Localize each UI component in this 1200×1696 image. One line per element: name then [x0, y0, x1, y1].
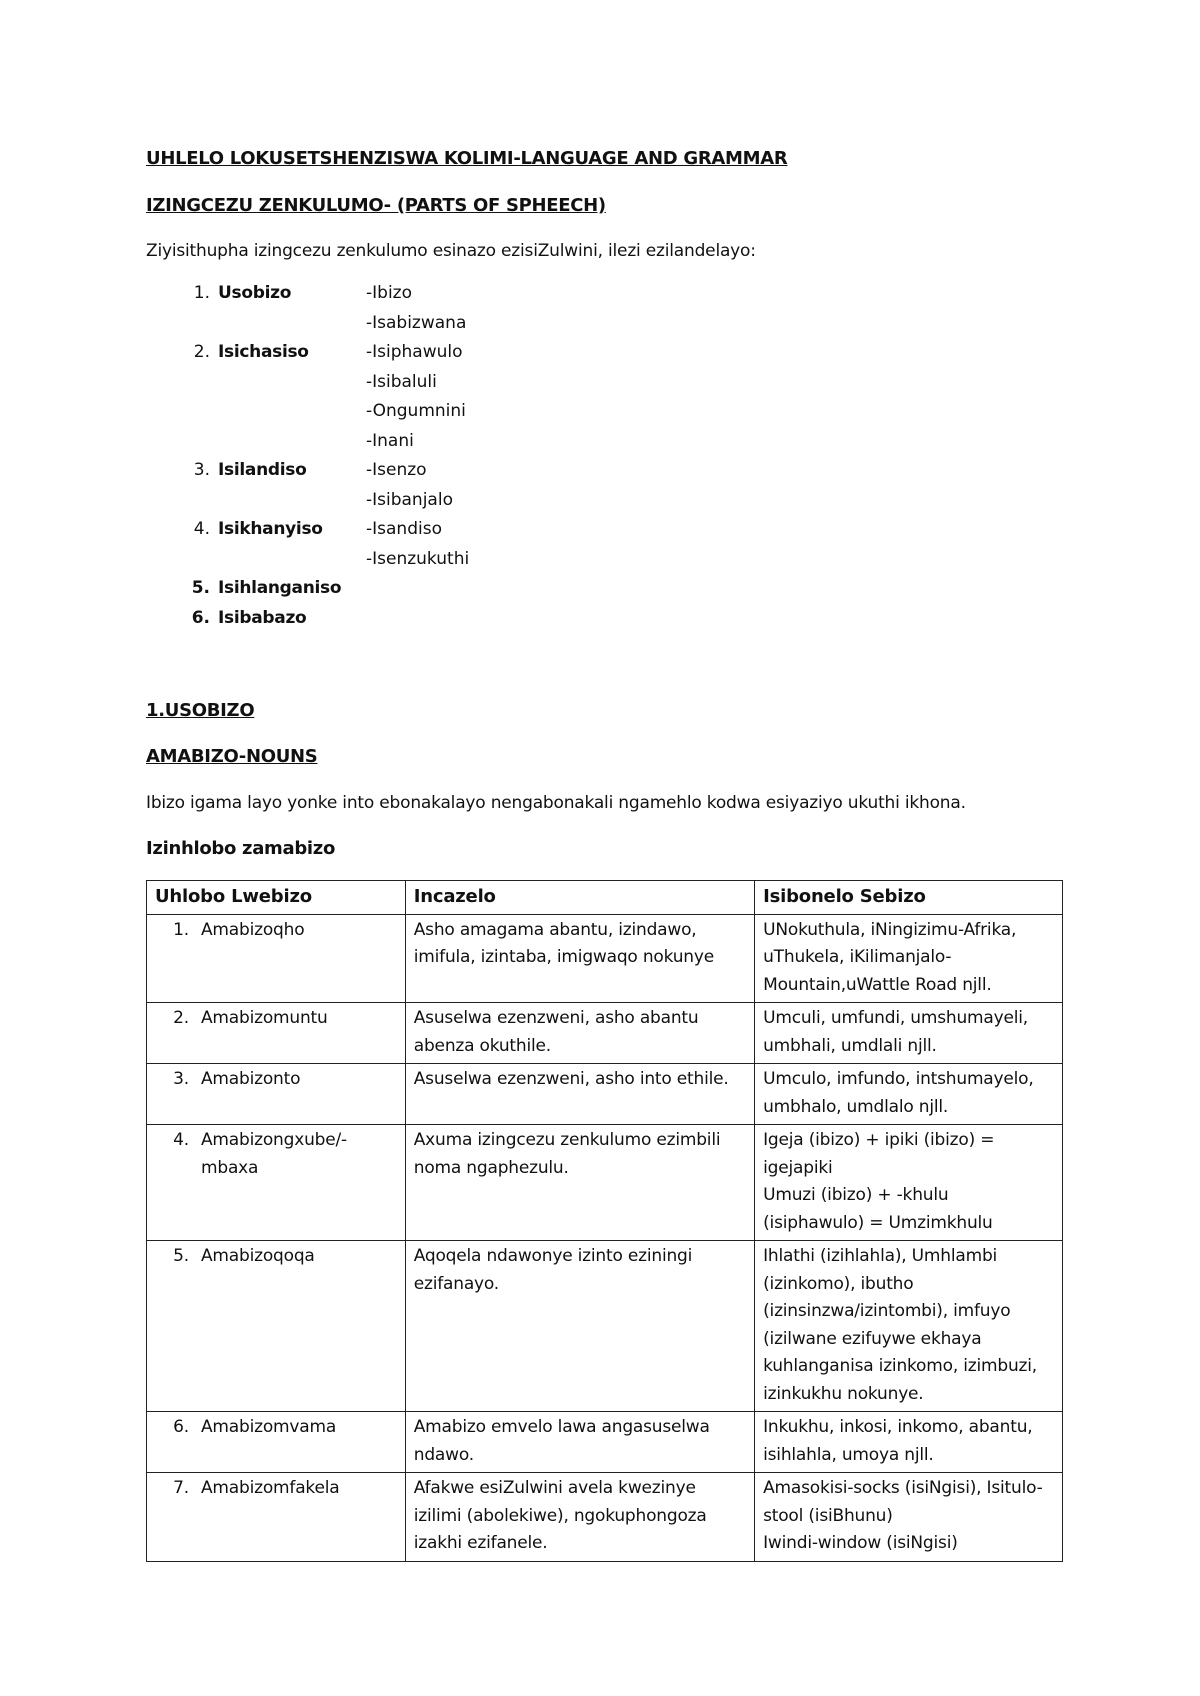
- noun-type-name: Amabizongxube/-mbaxa: [201, 1130, 347, 1178]
- section-heading: 1.USOBIZO: [146, 700, 255, 721]
- example-cell: Amasokisi-socks (isiNgisi), Isitulo-stool (isiBhunu) Iwindi-window (isiNgisi): [755, 1473, 1063, 1562]
- part-name: Isikhanyiso: [218, 519, 323, 539]
- example-cell: Igeja (ibizo) + ipiki (ibizo) = igejapiki Umuzi (ibizo) + -khulu (isiphawulo) = Umzimkhulu: [755, 1125, 1063, 1241]
- description-cell: Axuma izingcezu zenkulumo ezimbili noma ngaphezulu.: [405, 1125, 754, 1241]
- table-row: [147, 1412, 1063, 1473]
- part-subtype: -Isibanjalo: [366, 489, 453, 510]
- document-title: UHLELO LOKUSETSHENZISWA KOLIMI-LANGUAGE AND GRAMMAR: [146, 148, 788, 169]
- noun-type-name: Amabizonto: [201, 1069, 301, 1089]
- table-header-row: [147, 881, 1063, 915]
- part-name: Isilandiso: [218, 460, 307, 480]
- example-cell: UNokuthula, iNingizimu-Afrika, uThukela, iKilimanjalo-Mountain,uWattle Road njll.: [755, 914, 1063, 1003]
- example-cell: Ihlathi (izihlahla), Umhlambi (izinkomo), ibutho (izinsinzwa/izintombi), imfuyo (izilwane ezifuywe ekhaya kuhlanganisa izinkomo, izimbuzi, izinkukhu nokunye.: [755, 1241, 1063, 1412]
- noun-type-cell: [147, 1003, 406, 1064]
- list-item: [180, 342, 680, 372]
- part-subtype: -Ongumnini: [366, 401, 466, 421]
- part-name: Isihlanganiso: [218, 578, 342, 598]
- list-number: 2.: [193, 342, 210, 362]
- description-cell: Asuselwa ezenzweni, asho into ethile.: [405, 1064, 754, 1125]
- description-cell: Asho amagama abantu, izindawo, imifula, izintaba, imigwaqo nokunye: [405, 914, 754, 1003]
- table-row: [147, 1473, 1063, 1562]
- noun-type-name: Amabizomvama: [201, 1417, 337, 1437]
- noun-type-cell: [147, 1125, 406, 1241]
- part-name: Usobizo: [218, 283, 292, 303]
- list-item: [180, 431, 680, 461]
- list-item: [180, 460, 680, 490]
- part-subtype: -Isibaluli: [366, 371, 437, 392]
- part-subtype: -Ibizo: [366, 283, 412, 303]
- list-item: [180, 549, 680, 579]
- column-header: Incazelo: [405, 881, 754, 915]
- list-item: [180, 313, 680, 343]
- list-item: [180, 372, 680, 402]
- example-cell: Umculi, umfundi, umshumayeli, umbhali, umdlali njll.: [755, 1003, 1063, 1064]
- example-cell: Inkukhu, inkosi, inkomo, abantu, isihlahla, umoya njll.: [755, 1412, 1063, 1473]
- row-number: 2.: [173, 1008, 189, 1028]
- part-name: Isichasiso: [218, 342, 309, 362]
- column-header: Uhlobo Lwebizo: [147, 881, 406, 915]
- noun-types-table: [146, 880, 1063, 1562]
- noun-type-name: Amabizomfakela: [201, 1478, 340, 1498]
- list-item: [180, 519, 680, 549]
- row-number: 5.: [173, 1246, 189, 1266]
- parts-of-speech-list: [180, 283, 680, 637]
- list-item: [180, 490, 680, 520]
- row-number: 7.: [173, 1478, 189, 1498]
- intro-paragraph: Ziyisithupha izingcezu zenkulumo esinazo ezisiZulwini, ilezi ezilandelayo:: [146, 241, 756, 261]
- types-heading: Izinhlobo zamabizo: [146, 838, 336, 859]
- noun-type-cell: [147, 1412, 406, 1473]
- part-subtype: -Isandiso: [366, 519, 442, 539]
- row-number: 6.: [173, 1417, 189, 1437]
- table-row: [147, 1003, 1063, 1064]
- list-number: 6.: [191, 607, 210, 628]
- part-subtype: -Isenzukuthi: [366, 548, 470, 569]
- row-number: 4.: [173, 1130, 189, 1150]
- list-item: [180, 578, 680, 608]
- table-row: [147, 1241, 1063, 1412]
- part-subtype: -Inani: [366, 430, 414, 451]
- noun-type-cell: [147, 1241, 406, 1412]
- noun-type-name: Amabizomuntu: [201, 1008, 328, 1028]
- noun-type-cell: [147, 914, 406, 1003]
- part-subtype: -Isiphawulo: [366, 342, 463, 362]
- row-number: 3.: [173, 1069, 189, 1089]
- definition-paragraph: Ibizo igama layo yonke into ebonakalayo nengabonakali ngamehlo kodwa esiyaziyo ukuthi ikhona.: [146, 793, 966, 813]
- noun-type-cell: [147, 1473, 406, 1562]
- part-subtype: -Isabizwana: [366, 312, 467, 333]
- description-cell: Amabizo emvelo lawa angasuselwa ndawo.: [405, 1412, 754, 1473]
- row-number: 1.: [173, 919, 189, 940]
- section-subheading: AMABIZO-NOUNS: [146, 746, 318, 767]
- document-subtitle: IZINGCEZU ZENKULUMO- (PARTS OF SPHEECH): [146, 195, 606, 216]
- column-header: Isibonelo Sebizo: [755, 881, 1063, 915]
- noun-type-cell: [147, 1064, 406, 1125]
- table-row: [147, 1064, 1063, 1125]
- part-name: Isibabazo: [218, 607, 307, 628]
- table-row: [147, 1125, 1063, 1241]
- list-item: [180, 401, 680, 431]
- list-number: 5.: [191, 578, 210, 598]
- part-subtype: -Isenzo: [366, 460, 427, 480]
- list-number: 3.: [193, 460, 210, 480]
- list-item: [180, 283, 680, 313]
- description-cell: Aqoqela ndawonye izinto eziningi ezifanayo.: [405, 1241, 754, 1412]
- list-number: 4.: [193, 519, 210, 539]
- table-body: [147, 914, 1063, 1561]
- description-cell: Afakwe esiZulwini avela kwezinye izilimi (abolekiwe), ngokuphongoza izakhi ezifanele.: [405, 1473, 754, 1562]
- table-row: [147, 914, 1063, 1003]
- list-item: [180, 608, 680, 638]
- noun-type-name: Amabizoqoqa: [201, 1246, 315, 1266]
- description-cell: Asuselwa ezenzweni, asho abantu abenza okuthile.: [405, 1003, 754, 1064]
- list-number: 1.: [193, 283, 210, 303]
- example-cell: Umculo, imfundo, intshumayelo, umbhalo, umdlalo njll.: [755, 1064, 1063, 1125]
- noun-type-name: Amabizoqho: [201, 919, 305, 940]
